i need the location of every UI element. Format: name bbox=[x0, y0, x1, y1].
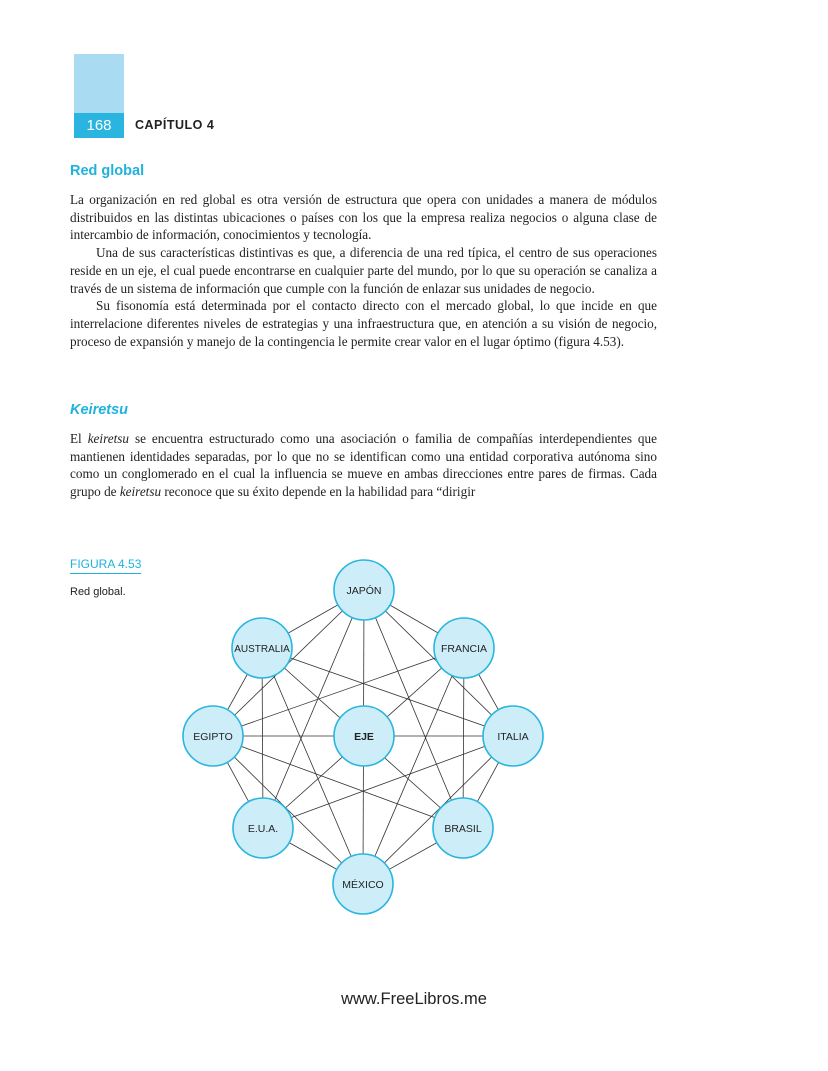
node-japon bbox=[334, 560, 394, 620]
page-number: 168 bbox=[74, 113, 124, 138]
node-italia bbox=[483, 706, 543, 766]
node-label: ITALIA bbox=[497, 731, 529, 743]
figure-label: FIGURA 4.53 bbox=[70, 557, 141, 574]
figure-caption: Red global. bbox=[70, 586, 126, 598]
node-label: JAPÓN bbox=[346, 585, 382, 597]
global-network-diagram bbox=[150, 540, 570, 930]
keiretsu-term: keiretsu bbox=[87, 431, 129, 446]
chapter-label: CAPÍTULO 4 bbox=[135, 118, 215, 132]
paragraph: Su fisonomía está determinada por el contacto directo con el mercado global, lo que incide en que interrelacione diferentes niveles de estrategias y una infraestructura que, en atención a su visión de negocio, proceso de expansión y manejo de la contingencia le permite crear valor en el lugar óptimo (figura 4.53). bbox=[70, 298, 657, 349]
node-label: AUSTRALIA bbox=[234, 644, 290, 655]
node-label: BRASIL bbox=[444, 823, 482, 835]
node-label: EJE bbox=[354, 731, 374, 743]
node-label: E.U.A. bbox=[247, 823, 279, 835]
section-red-global-body bbox=[70, 191, 657, 350]
section-title-red-global: Red global bbox=[70, 163, 145, 179]
node-francia bbox=[434, 618, 494, 678]
node-australia bbox=[232, 618, 292, 678]
node-brasil bbox=[433, 798, 493, 858]
node-egipto bbox=[183, 706, 243, 766]
section-keiretsu-body bbox=[70, 430, 657, 501]
paragraph: El keiretsu se encuentra estructurado como una asociación o familia de compañías interdependientes que mantienen identidades separadas, por lo que no se identifican como una entidad corporativa autónoma sino como un conglomerado en el cual la influencia se mueve en ambas direcciones entre pares de firmas. Cada grupo de keiretsu reconoce que su éxito depende en la habilidad para “dirigir bbox=[70, 431, 657, 500]
node-eua bbox=[233, 798, 293, 858]
node-label: FRANCIA bbox=[440, 643, 488, 655]
paragraph: Una de sus características distintivas es que, a diferencia de una red típica, el centro de sus operaciones reside en un eje, el cual puede encontrarse en cualquier parte del mundo, por lo que su operación se canaliza a través de un sistema de información que cumple con la función de enlazar sus unidades de negocio. bbox=[70, 245, 657, 296]
paragraph: La organización en red global es otra versión de estructura que opera con unidades a manera de módulos distribuidos en las distintas ubicaciones o países con los que la empresa realiza negocios o alguna clase de intercambio de información, conocimientos y tecnología. bbox=[70, 192, 657, 243]
node-label: EGIPTO bbox=[193, 731, 233, 743]
footer-url: www.FreeLibros.me bbox=[341, 990, 487, 1008]
keiretsu-term: keiretsu bbox=[119, 484, 162, 500]
node-label: MÉXICO bbox=[342, 879, 384, 891]
network-nodes bbox=[183, 560, 543, 914]
node-eje-center bbox=[334, 706, 394, 766]
node-mexico bbox=[333, 854, 393, 914]
section-title-keiretsu: Keiretsu bbox=[70, 402, 129, 418]
